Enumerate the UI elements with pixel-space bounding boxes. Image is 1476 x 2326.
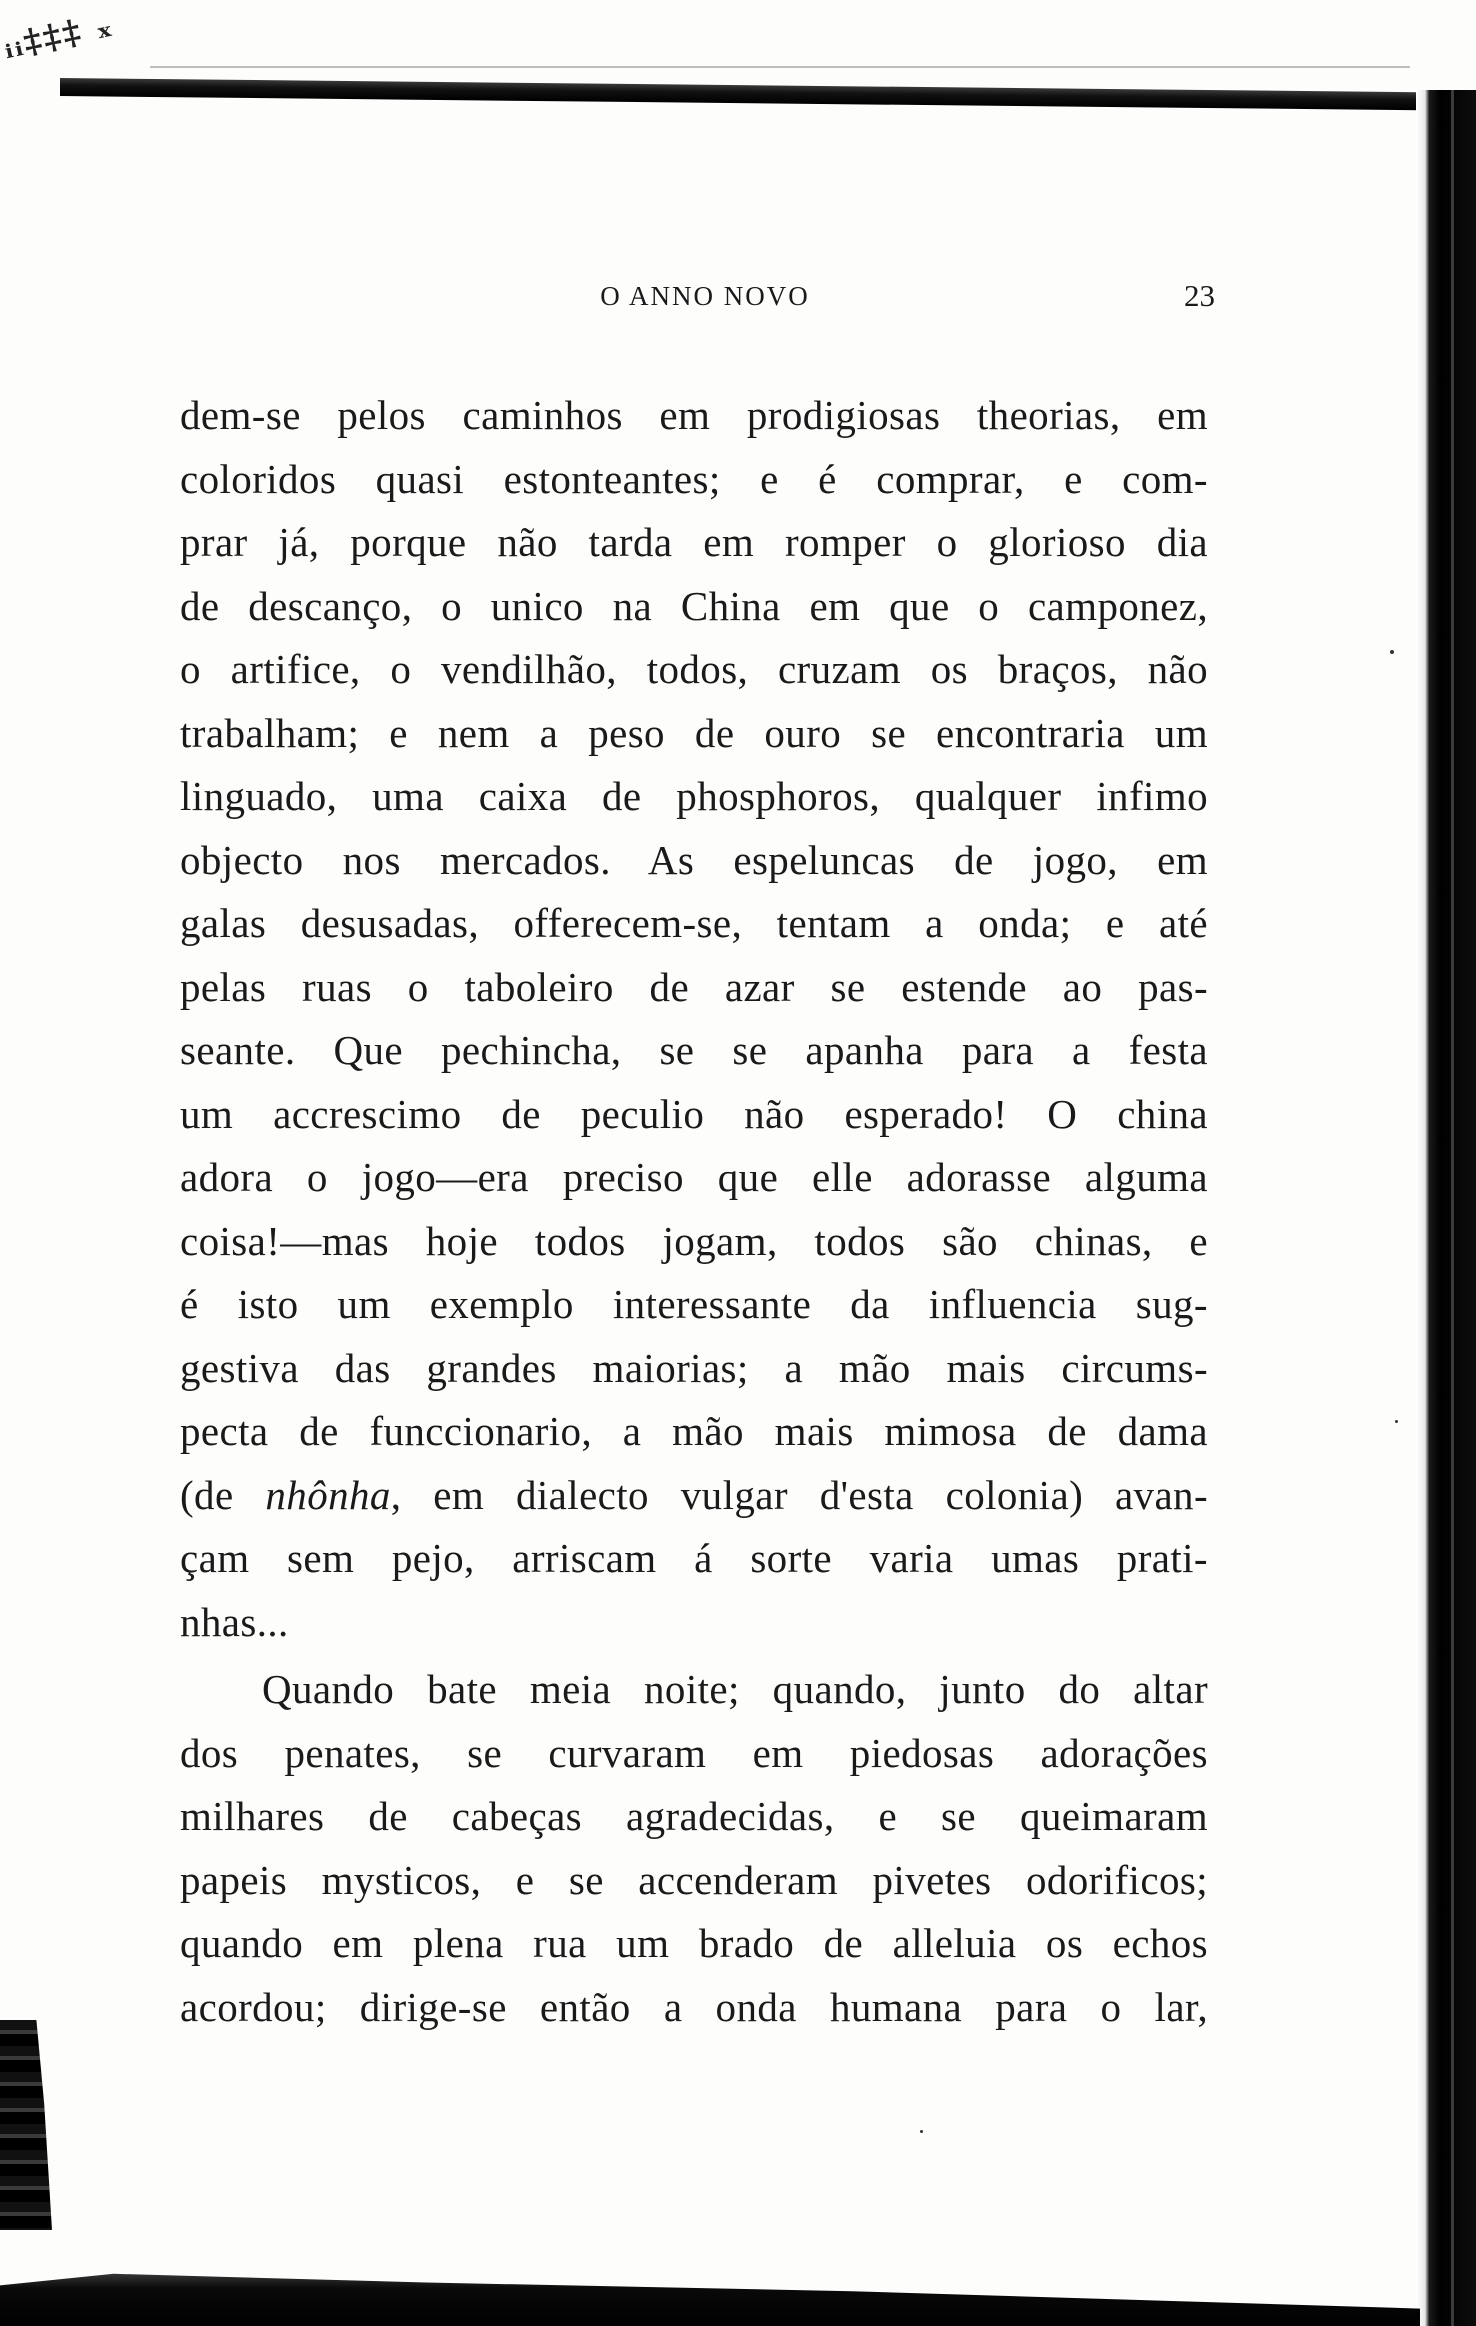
text-line: galas desusadas, offerecem-se, tentam a onda; e até (180, 900, 1208, 946)
text-line: gestiva das grandes maiorias; a mão mais circums- (180, 1344, 1208, 1391)
text-segment: , em dialecto vulgar d'esta colonia) avan- (390, 1471, 1208, 1518)
text-line-with-italic (180, 1464, 1208, 1528)
text-line: papeis mysticos, e se accenderam pivetes odorificos; (180, 1856, 1208, 1903)
right-scan-line (1451, 90, 1454, 2326)
text-line: pecta de funccionario, a mão mais mimosa de dama (180, 1408, 1208, 1454)
body-text (180, 384, 1208, 2039)
text-line: pelas ruas o taboleiro de azar se estende ao pas- (180, 963, 1208, 1010)
text-line: quando em plena rua um brado de alleluia os echos (180, 1920, 1208, 1966)
text-line: milhares de cabeças agradecidas, e se queimaram (180, 1793, 1208, 1839)
page-number: 23 (1184, 278, 1215, 313)
text-line: adora o jogo—era preciso que elle adorasse alguma (180, 1154, 1208, 1200)
ink-speck (1390, 650, 1394, 654)
text-line: é isto um exemplo interessante da influencia sug- (180, 1281, 1208, 1327)
bottom-scan-edge (0, 2268, 1420, 2326)
text-segment: (de (180, 1471, 266, 1518)
text-line: prar já, porque não tarda em romper o glorioso dia (180, 519, 1208, 565)
paragraph-1 (180, 384, 1208, 1654)
text-line: çam sem pejo, arriscam á sorte varia umas prati- (180, 1535, 1208, 1581)
ink-speck (920, 2130, 923, 2133)
text-line: dem-se pelos caminhos em prodigiosas theorias, em (180, 392, 1208, 438)
running-head (195, 272, 1215, 320)
text-line: coloridos quasi estonteantes; e é comprar, e com- (180, 455, 1208, 502)
text-line: acordou; dirige-se então a onda humana para o lar, (180, 1983, 1208, 2030)
text-line: seante. Que pechincha, se se apanha para a festa (180, 1027, 1208, 1073)
corner-ink-marks: ᵢᵢ‡‡‡ ₓ (0, 4, 118, 68)
ink-speck (1395, 1420, 1398, 1423)
text-line: trabalham; e nem a peso de ouro se encontraria um (180, 709, 1208, 756)
left-scan-blot (0, 2020, 52, 2230)
right-scan-edge (1416, 90, 1476, 2326)
text-line: coisa!—mas hoje todos jogam, todos são chinas, e (180, 1217, 1208, 1264)
text-line: o artifice, o vendilhão, todos, cruzam os braços, não (180, 646, 1208, 692)
paragraph-2 (180, 1658, 1208, 2039)
text-line: nhas... (180, 1598, 289, 1645)
text-line: um accrescimo de peculio não esperado! O china (180, 1090, 1208, 1137)
italic-term: nhônha (265, 1471, 391, 1518)
text-line: linguado, uma caixa de phosphoros, qualquer infimo (180, 773, 1208, 819)
running-title: O ANNO NOVO (600, 281, 810, 311)
text-line: objecto nos mercados. As espeluncas de jogo, em (180, 836, 1208, 883)
top-scan-edge (60, 78, 1440, 110)
text-line: de descanço, o unico na China em que o camponez, (180, 582, 1208, 629)
text-line: dos penates, se curvaram em piedosas adorações (180, 1729, 1208, 1776)
text-line: Quando bate meia noite; quando, junto do altar (262, 1666, 1208, 1712)
top-scan-line (150, 66, 1410, 68)
